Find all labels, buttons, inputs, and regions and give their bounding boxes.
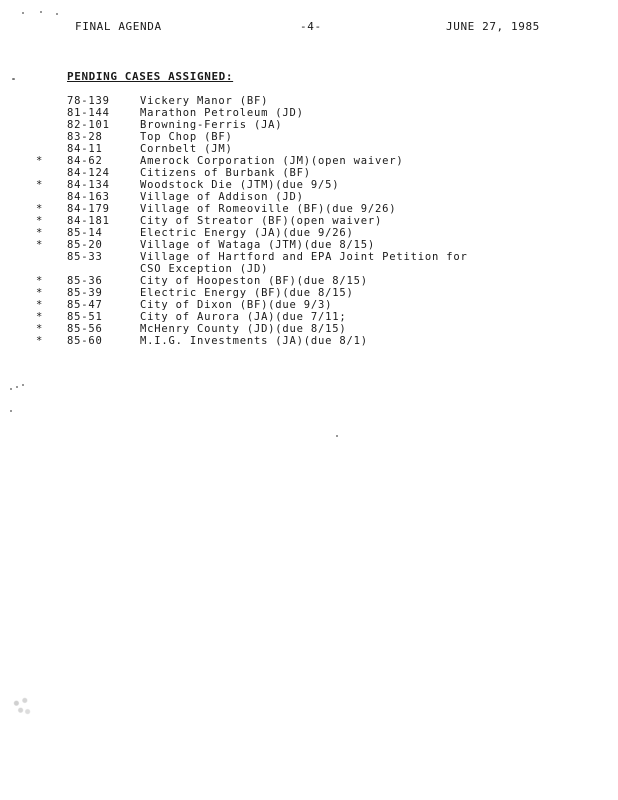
case-description: M.I.G. Investments (JA)(due 8/1) bbox=[140, 335, 368, 347]
case-number: 81-144 bbox=[67, 107, 110, 119]
case-row bbox=[0, 323, 618, 335]
case-number: 84-181 bbox=[67, 215, 110, 227]
case-description: Village of Addison (JD) bbox=[140, 191, 304, 203]
case-row bbox=[0, 131, 618, 143]
priority-marker: * bbox=[36, 311, 44, 323]
scan-speck bbox=[40, 11, 42, 13]
case-description: Browning-Ferris (JA) bbox=[140, 119, 283, 131]
scan-speck bbox=[12, 78, 15, 80]
case-row bbox=[0, 287, 618, 299]
scan-smudge bbox=[8, 692, 36, 720]
case-number: 85-36 bbox=[67, 275, 103, 287]
case-row bbox=[0, 215, 618, 227]
case-row bbox=[0, 311, 618, 323]
case-row bbox=[0, 179, 618, 191]
case-description: City of Dixon (BF)(due 9/3) bbox=[140, 299, 333, 311]
priority-marker: * bbox=[36, 323, 44, 335]
case-description: Woodstock Die (JTM)(due 9/5) bbox=[140, 179, 340, 191]
case-description: Citizens of Burbank (BF) bbox=[140, 167, 311, 179]
scan-speck bbox=[22, 12, 24, 14]
case-row-continuation bbox=[0, 263, 618, 275]
case-row bbox=[0, 167, 618, 179]
case-row bbox=[0, 275, 618, 287]
case-description: Cornbelt (JM) bbox=[140, 143, 233, 155]
scan-speck bbox=[56, 13, 58, 15]
case-number: 85-47 bbox=[67, 299, 103, 311]
case-row bbox=[0, 119, 618, 131]
case-number: 83-28 bbox=[67, 131, 103, 143]
case-number: 85-56 bbox=[67, 323, 103, 335]
case-row bbox=[0, 251, 618, 263]
case-number: 84-124 bbox=[67, 167, 110, 179]
scan-speck bbox=[16, 386, 18, 388]
case-row bbox=[0, 299, 618, 311]
case-description: City of Hoopeston (BF)(due 8/15) bbox=[140, 275, 368, 287]
priority-marker: * bbox=[36, 215, 44, 227]
section-title: PENDING CASES ASSIGNED: bbox=[67, 70, 234, 83]
case-row bbox=[0, 107, 618, 119]
case-row bbox=[0, 143, 618, 155]
case-number: 84-163 bbox=[67, 191, 110, 203]
case-description: Electric Energy (BF)(due 8/15) bbox=[140, 287, 354, 299]
case-row bbox=[0, 239, 618, 251]
case-description: McHenry County (JD)(due 8/15) bbox=[140, 323, 347, 335]
case-description: Top Chop (BF) bbox=[140, 131, 233, 143]
case-number: 85-39 bbox=[67, 287, 103, 299]
priority-marker: * bbox=[36, 155, 44, 167]
scan-speck bbox=[10, 388, 12, 390]
page-number: -4- bbox=[300, 20, 322, 33]
header-title: FINAL AGENDA bbox=[75, 20, 162, 33]
scan-speck bbox=[336, 435, 338, 437]
case-row bbox=[0, 191, 618, 203]
case-number: 85-20 bbox=[67, 239, 103, 251]
case-number: 84-62 bbox=[67, 155, 103, 167]
priority-marker: * bbox=[36, 275, 44, 287]
case-number: 85-33 bbox=[67, 251, 103, 263]
priority-marker: * bbox=[36, 179, 44, 191]
case-description: Electric Energy (JA)(due 9/26) bbox=[140, 227, 354, 239]
page-header bbox=[0, 20, 618, 38]
case-description: City of Streator (BF)(open waiver) bbox=[140, 215, 383, 227]
case-description: Marathon Petroleum (JD) bbox=[140, 107, 304, 119]
case-description: Village of Wataga (JTM)(due 8/15) bbox=[140, 239, 376, 251]
case-number: 85-51 bbox=[67, 311, 103, 323]
case-description: Village of Romeoville (BF)(due 9/26) bbox=[140, 203, 397, 215]
case-row bbox=[0, 203, 618, 215]
case-description: Village of Hartford and EPA Joint Petition for bbox=[140, 251, 468, 263]
priority-marker: * bbox=[36, 287, 44, 299]
case-row bbox=[0, 335, 618, 347]
priority-marker: * bbox=[36, 203, 44, 215]
case-description: Vickery Manor (BF) bbox=[140, 95, 269, 107]
header-date: JUNE 27, 1985 bbox=[446, 20, 540, 33]
case-row bbox=[0, 95, 618, 107]
case-number: 85-14 bbox=[67, 227, 103, 239]
case-row bbox=[0, 155, 618, 167]
pending-cases-list bbox=[0, 95, 618, 347]
priority-marker: * bbox=[36, 335, 44, 347]
case-number: 85-60 bbox=[67, 335, 103, 347]
case-number: 84-179 bbox=[67, 203, 110, 215]
scan-speck bbox=[22, 384, 24, 386]
priority-marker: * bbox=[36, 227, 44, 239]
scan-speck bbox=[10, 410, 12, 412]
case-number: 84-134 bbox=[67, 179, 110, 191]
priority-marker: * bbox=[36, 239, 44, 251]
case-description: Amerock Corporation (JM)(open waiver) bbox=[140, 155, 404, 167]
case-number: 82-101 bbox=[67, 119, 110, 131]
case-row bbox=[0, 227, 618, 239]
case-description: City of Aurora (JA)(due 7/11; bbox=[140, 311, 347, 323]
priority-marker: * bbox=[36, 299, 44, 311]
case-number: 84-11 bbox=[67, 143, 103, 155]
case-description: CSO Exception (JD) bbox=[140, 263, 269, 275]
case-number: 78-139 bbox=[67, 95, 110, 107]
